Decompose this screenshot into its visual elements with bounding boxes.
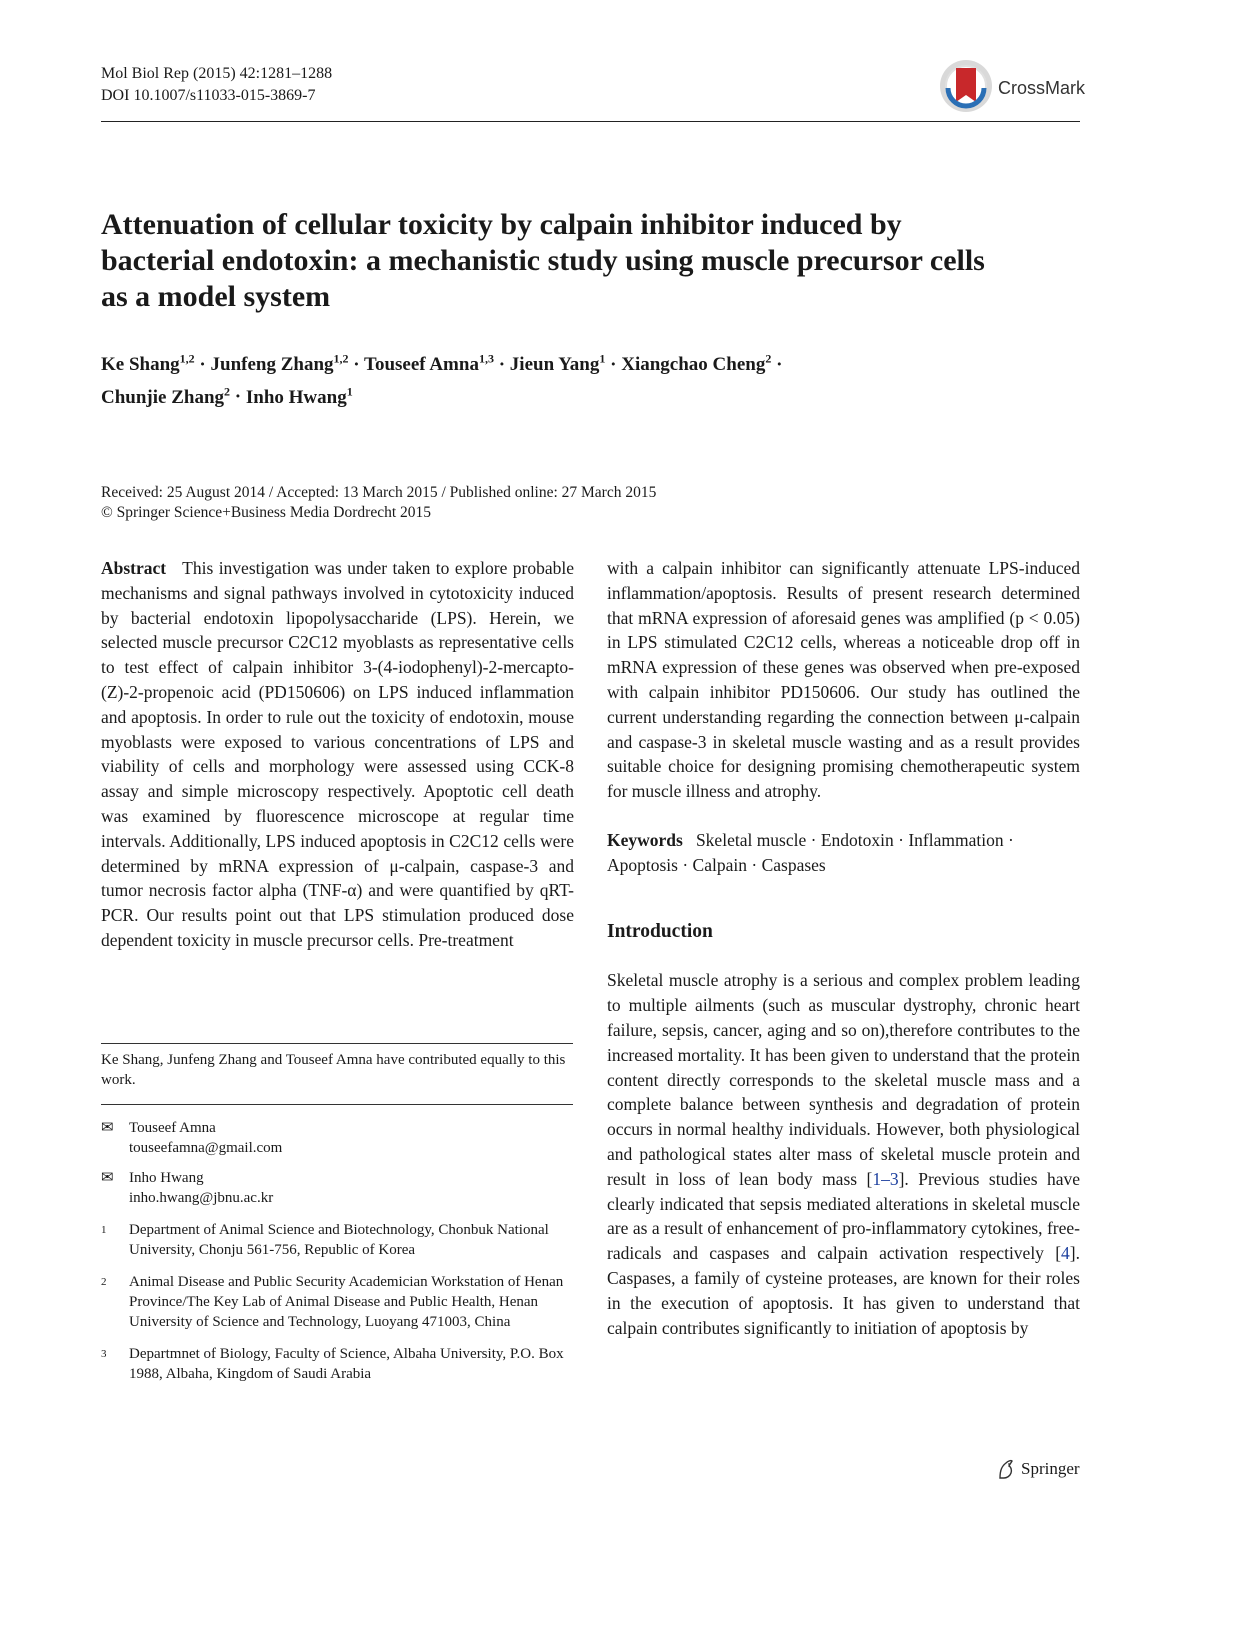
author-name: Jieun Yang$^1$ (509, 352, 606, 376)
footnote-rule (101, 1043, 573, 1044)
journal-header (101, 63, 332, 107)
corresponding-author (101, 1168, 573, 1208)
author-name: Inho Hwang$^1$ (245, 384, 353, 408)
author-name: Xiangchao Cheng$^2$ (621, 352, 772, 376)
envelope-icon: ✉ (101, 1120, 114, 1136)
crossmark-label: CrossMark (998, 78, 1086, 98)
citation-link[interactable]: 4 (1061, 1243, 1070, 1264)
author-affiliation-marker: 2 (224, 384, 231, 399)
doi: DOI 10.1007/s11033-015-3869-7 (101, 87, 316, 104)
author-affiliation-marker: 1,2 (179, 352, 195, 366)
publisher-footer (996, 1458, 1080, 1480)
keywords-text: Skeletal muscle · Endotoxin · Inflammation · Apoptosis · Calpain · Caspases (607, 829, 1014, 875)
author-affiliation-marker: 1 (346, 384, 353, 399)
corresponding-author-email[interactable]: touseefamna@gmail.com (129, 1140, 283, 1156)
paper-title: Attenuation of cellular toxicity by calpain inhibitor induced by bacterial endotoxin: a mechanistic study using muscle precursor cells as a model system (101, 208, 985, 313)
keywords-heading: Keywords (607, 829, 683, 850)
author-affiliation-marker: 1,2 (333, 352, 349, 366)
author-affiliation-marker: 2 (765, 352, 772, 366)
affiliation-text: Department of Animal Science and Biotechnology, Chonbuk National University, Chonju 561-756, Republic of Korea (129, 1222, 549, 1258)
affiliation-number: 2 (101, 1276, 107, 1288)
left-column (101, 556, 574, 953)
affiliation-text: Animal Disease and Public Security Academician Workstation of Henan Province/The Key Lab of Animal Disease and Public Health, Henan University of Science and Technology, Luoyang 471003, China (129, 1274, 564, 1330)
citation-link[interactable]: 1–3 (872, 1168, 899, 1189)
envelope-icon: ✉ (101, 1170, 114, 1186)
corresponding-author (101, 1118, 573, 1158)
keywords-block (607, 828, 1080, 878)
author-name: Junfeng Zhang$^{1,2}$ (210, 352, 349, 376)
publication-dates (101, 483, 1001, 523)
affiliation (101, 1220, 573, 1260)
author-affiliation-marker: 1,3 (478, 352, 494, 366)
affiliation (101, 1272, 573, 1332)
springer-horse-icon (996, 1458, 1016, 1480)
author-list: Ke Shang$^{1,2}$ · Junfeng Zhang$^{1,2}$ · Touseef Amna$^{1,3}$ · Jieun Yang$^1$ · Xiangchao Cheng$^2$ · Chunjie Zhang$^2$ · Inho Hwang$^1$ (101, 352, 783, 408)
intro-part-2: ]. Previous studies have clearly indicated that sepsis mediated alterations in skeletal muscle are as a result of enhancement of pro-inflammatory cytokines, free-radicals and caspases and calpain activation respectively [ (607, 1168, 1080, 1264)
introduction-text (607, 968, 1080, 1340)
header-rule (101, 121, 1080, 122)
author-name: Ke Shang$^{1,2}$ (101, 352, 195, 376)
equal-contribution-note: Ke Shang, Junfeng Zhang and Touseef Amna have contributed equally to this work. (101, 1052, 566, 1088)
author-name: Touseef Amna$^{1,3}$ (364, 352, 494, 376)
abstract-text-left: This investigation was under taken to explore probable mechanisms and signal pathways involved in cytotoxicity induced by bacterial endotoxin lipopolysaccharide (LPS). Herein, we selected muscle precursor C2C12 myoblasts as representative cells to test effect of calpain inhibitor 3-(4-iodophenyl)-2-mercapto-(Z)-2-propenoic acid (PD150606) on LPS induced inflammation and apoptosis. In order to rule out the toxicity of endotoxin, mouse myoblasts were exposed to various concentrations of LPS and viability of cells and morphology were assessed using CCK-8 assay and simple microscopy respectively. Apoptotic cell death was examined by fluorescence microscope at regular time intervals. Additionally, LPS induced apoptosis in C2C12 cells were determined by mRNA expression of μ-calpain, caspase-3 and tumor necrosis factor alpha (TNF-α) and were quantified by qRT-PCR. Our results point out that LPS stimulation produced dose dependent toxicity in muscle precursor cells. Pre-treatment (101, 558, 574, 950)
corresponding-author-name: Inho Hwang (129, 1170, 204, 1186)
copyright-line: © Springer Science+Business Media Dordrecht 2015 (101, 504, 432, 521)
crossmark-icon (938, 58, 994, 114)
publisher-name: Springer (1021, 1459, 1080, 1478)
right-column (607, 556, 1080, 1340)
crossmark-badge[interactable] (938, 58, 1088, 114)
author-affiliation-marker: 1 (599, 352, 606, 366)
author-name: Chunjie Zhang$^2$ (101, 384, 231, 408)
corresponding-author-name: Touseef Amna (129, 1120, 216, 1136)
corresponding-authors (101, 1118, 573, 1208)
journal-citation: Mol Biol Rep (2015) 42:1281–1288 (101, 65, 333, 82)
introduction-heading: Introduction (607, 920, 713, 942)
affiliations (101, 1220, 573, 1384)
intro-part-1: Skeletal muscle atrophy is a serious and complex problem leading to multiple ailments (such as muscular dystrophy, chronic heart failure, sepsis, cancer, aging and so on),therefore contributes to the increased mortality. It has been given to understand that the protein content directly corresponds to the skeletal muscle mass and a complete balance between synthesis and degradation of protein occurs in normal healthy individuals. However, both physiological and pathological states alter mass of skeletal muscle protein and result in loss of lean body mass [ (607, 970, 1080, 1189)
affiliation-number: 3 (101, 1348, 107, 1360)
affiliation (101, 1344, 573, 1384)
corresponding-author-email[interactable]: inho.hwang@jbnu.ac.kr (129, 1190, 274, 1206)
intro-part-3: ]. Caspases, a family of cysteine proteases, are known for their roles in the execution of apoptosis. It has given to understand that calpain contributes significantly to initiation of apoptosis by (607, 1243, 1080, 1338)
abstract-heading: Abstract (101, 558, 167, 578)
abstract-text-right: with a calpain inhibitor can significantly attenuate LPS-induced inflammation/apoptosis. Results of present research determined that mRNA expression of aforesaid genes was amplified (p < 0.05) in LPS stimulated C2C12 cells, whereas a noticeable drop off in mRNA expression of these genes was observed when pre-exposed with calpain inhibitor PD150606. Our study has outlined the current understanding regarding the connection between μ-calpain and caspase-3 in skeletal muscle wasting and as a result provides suitable choice for designing promising chemotherapeutic system for muscle illness and atrophy. (607, 558, 1080, 802)
dates-line: Received: 25 August 2014 / Accepted: 13 March 2015 / Published online: 27 March 2015 (101, 484, 657, 501)
affiliation-text: Departmnet of Biology, Faculty of Science, Albaha University, P.O. Box 1988, Albaha, Kingdom of Saudi Arabia (129, 1346, 564, 1382)
affiliation-number: 1 (101, 1224, 107, 1236)
footnotes (101, 1050, 573, 1384)
